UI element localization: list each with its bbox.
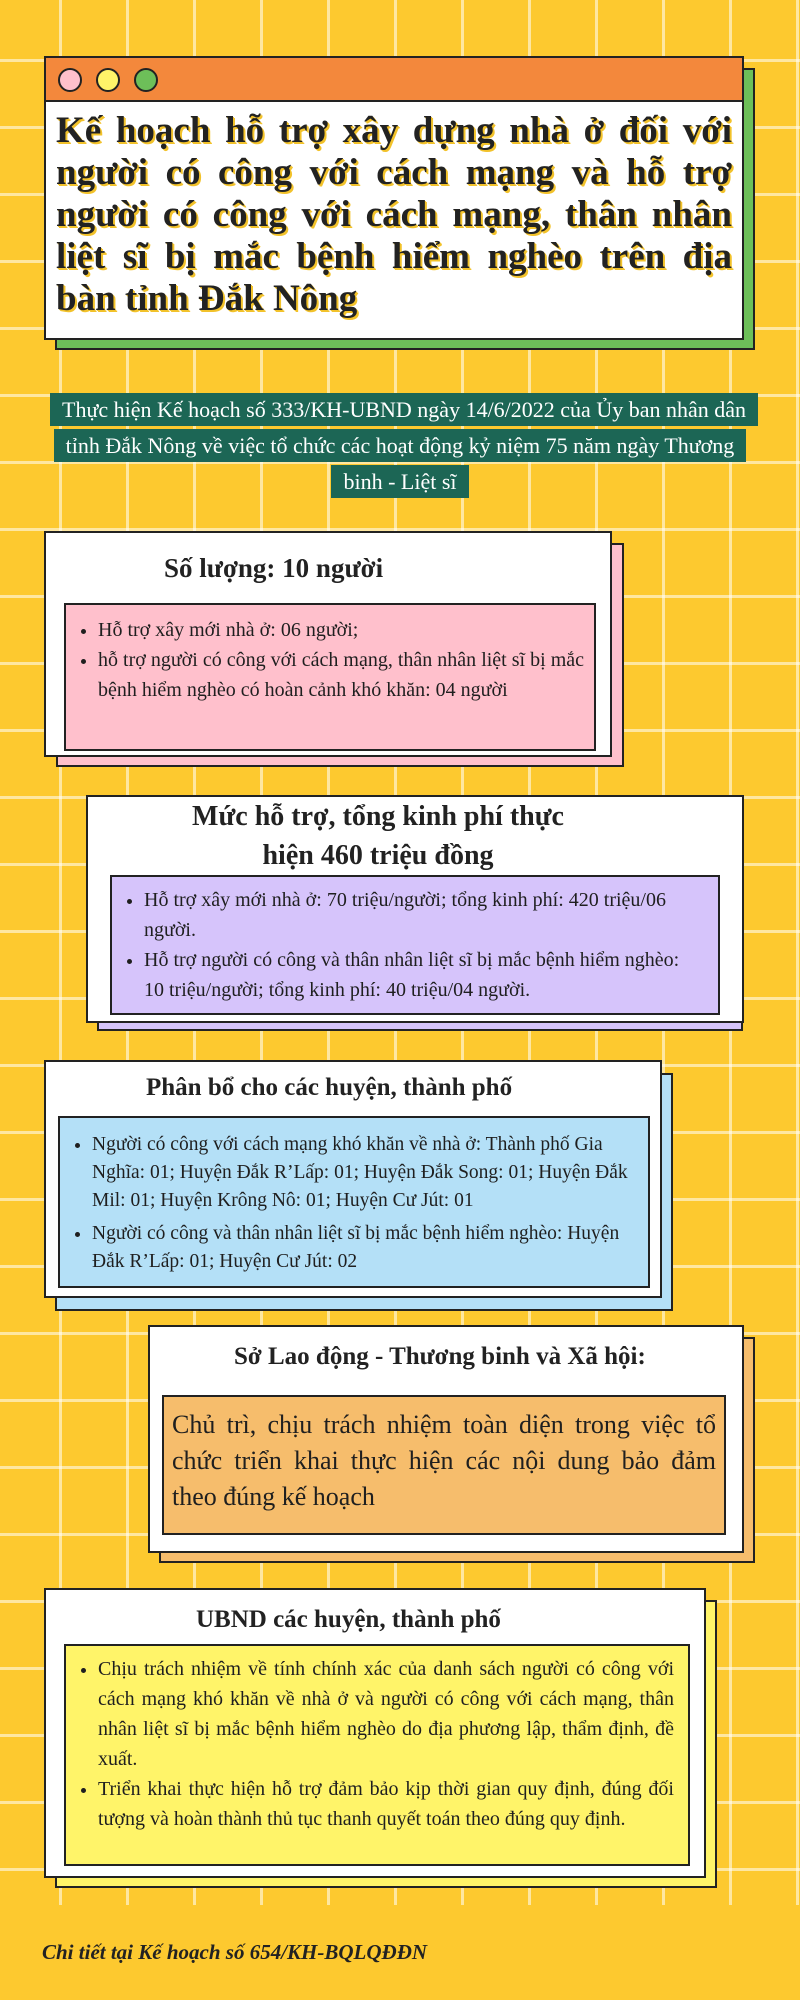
quantity-list-box (64, 603, 596, 751)
intro-banner (50, 392, 750, 500)
list-item: • Người có công và thân nhân liệt sĩ bị mắc bệnh hiểm nghèo: Huyện Đắk R’Lấp: 01; Huyện Cư Jút: 02 (92, 1219, 634, 1276)
title-window (44, 56, 744, 340)
window-minimize-dot (96, 68, 120, 92)
districts-heading: UBND các huyện, thành phố (196, 1606, 501, 1633)
list-item: • Hỗ trợ xây mới nhà ở: 06 người; (98, 615, 584, 645)
list-item: • Hỗ trợ người có công và thân nhân liệt sĩ bị mắc bệnh hiểm nghèo: 10 triệu/người; tổng kinh phí: 40 triệu/04 người. (144, 945, 700, 1005)
quantity-card (44, 531, 612, 757)
districts-list-box (64, 1644, 690, 1866)
page-title: Kế hoạch hỗ trợ xây dựng nhà ở đối với người có công với cách mạng và hỗ trợ người có công với cách mạng, thân nhân liệt sĩ bị mắc bệnh hiểm nghèo trên địa bàn tỉnh Đắk Nông (56, 110, 732, 319)
funding-list-box (110, 875, 720, 1015)
list-item: • hỗ trợ người có công với cách mạng, thân nhân liệt sĩ bị mắc bệnh hiểm nghèo có hoàn cảnh khó khăn: 04 người (98, 645, 584, 705)
department-text-box (162, 1395, 726, 1535)
allocation-list-box (58, 1116, 650, 1288)
window-maximize-dot (134, 68, 158, 92)
allocation-card (44, 1060, 662, 1298)
allocation-list (60, 1130, 634, 1276)
department-card (148, 1325, 744, 1553)
quantity-list (66, 615, 584, 705)
funding-list (112, 885, 700, 1005)
districts-card (44, 1588, 706, 1878)
window-close-dot (58, 68, 82, 92)
list-item: • Hỗ trợ xây mới nhà ở: 70 triệu/người; tổng kinh phí: 420 triệu/06 người. (144, 885, 700, 945)
quantity-heading: Số lượng: 10 người (164, 553, 384, 583)
districts-list (66, 1654, 674, 1834)
list-item: • Triển khai thực hiện hỗ trợ đảm bảo kịp thời gian quy định, đúng đối tượng và hoàn thành thủ tục thanh quyết toán theo đúng quy định. (98, 1774, 674, 1834)
list-item: • Người có công với cách mạng khó khăn về nhà ở: Thành phố Gia Nghĩa: 01; Huyện Đắk R’Lấp: 01; Huyện Đắk Song: 01; Huyện Đắk Mil: 01; Huyện Krông Nô: 01; Huyện Cư Jút: 01 (92, 1130, 634, 1215)
list-item: • Chịu trách nhiệm về tính chính xác của danh sách người có công với cách mạng khó khăn về nhà ở và người có công với cách mạng, thân nhân liệt sĩ bị mắc bệnh hiểm nghèo do địa phương lập, thẩm định, đề xuất. (98, 1654, 674, 1774)
funding-heading: Mức hỗ trợ, tổng kinh phí thực hiện 460 triệu đồng (192, 801, 564, 871)
footer-note: Chi tiết tại Kế hoạch số 654/KH-BQLQĐĐN (42, 1940, 428, 1964)
allocation-heading: Phân bổ cho các huyện, thành phố (146, 1074, 513, 1101)
window-title-bar (46, 58, 742, 102)
department-text: Chủ trì, chịu trách nhiệm toàn diện trong việc tổ chức triển khai thực hiện các nội dung bảo đảm theo đúng kế hoạch (172, 1410, 716, 1511)
department-heading: Sở Lao động - Thương binh và Xã hội: (234, 1343, 646, 1370)
funding-card (86, 795, 744, 1023)
intro-text: Thực hiện Kế hoạch số 333/KH-UBND ngày 14/6/2022 của Ủy ban nhân dân tỉnh Đắk Nông về việc tổ chức các hoạt động kỷ niệm 75 năm ngày Thương binh - Liệt sĩ (50, 393, 758, 498)
